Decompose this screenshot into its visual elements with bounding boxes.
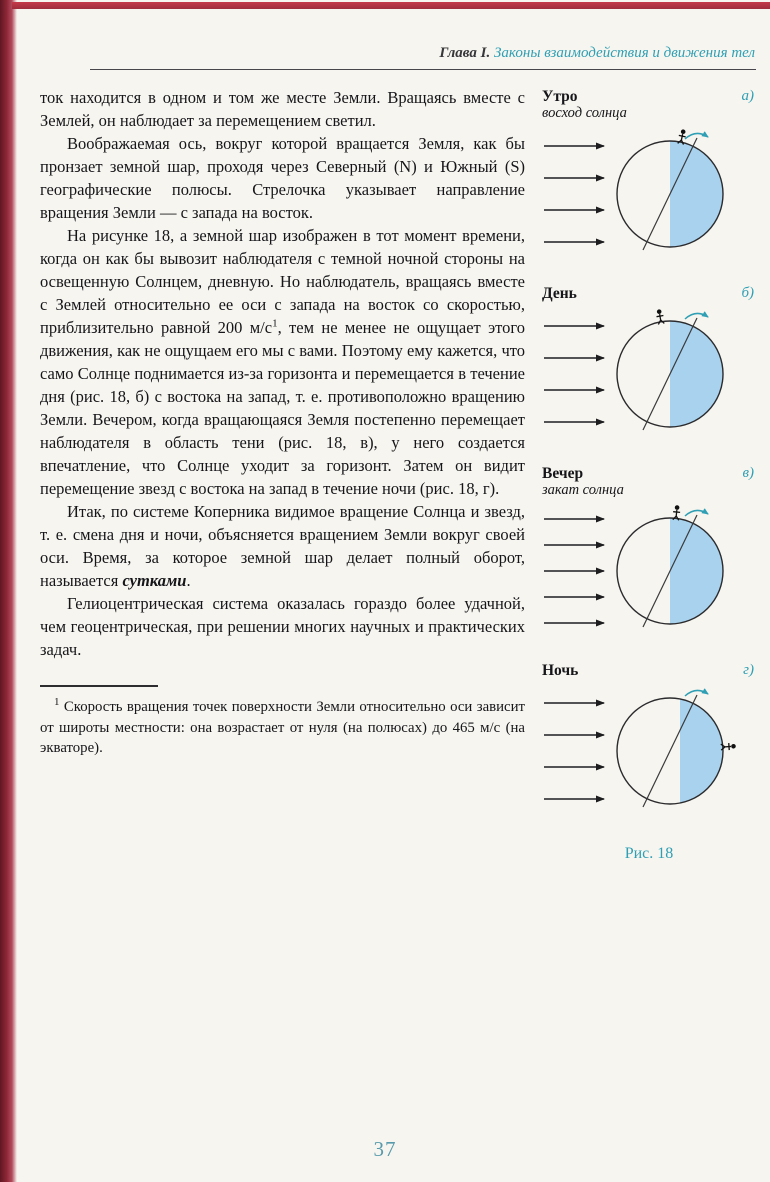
sun-ray-arrows bbox=[544, 326, 604, 422]
diagram-morning-title: Утро bbox=[542, 88, 578, 105]
chapter-label: Глава I. bbox=[439, 45, 491, 61]
diagram-evening-letter: в) bbox=[742, 465, 754, 481]
header-rule bbox=[90, 69, 756, 70]
figure-18-column bbox=[542, 88, 756, 865]
paragraph-4-pre: Итак, по системе Коперника видимое вращение Солнца и звезд, т. е. смена дня и ночи, объясняется вращением Земли вокруг своей оси. Время, за которое земной шар делает полный оборот, называется bbox=[40, 502, 525, 590]
diagram-night bbox=[542, 662, 756, 819]
earth-night-half bbox=[670, 141, 723, 247]
diagram-evening bbox=[542, 465, 756, 639]
main-content bbox=[40, 86, 756, 871]
diagram-morning-head bbox=[542, 88, 756, 122]
footnote-text: Скорость вращения точек поверхности Земли относительно оси зависит от широты местности: она возрастает от нуля (на полюсах) до 465 м/с (на экваторе). bbox=[40, 699, 525, 756]
figure-caption: Рис. 18 bbox=[624, 845, 674, 862]
footnote-rule bbox=[40, 685, 158, 687]
footnote-reference: 1 bbox=[272, 317, 278, 330]
diagram-morning bbox=[542, 88, 756, 262]
diagram-day-head bbox=[542, 285, 756, 302]
paragraph-1-text: ток находится в одном и том же месте Земли. Вращаясь вместе с Землей, он наблюдает за перемещением светил. bbox=[40, 88, 525, 130]
diagram-morning-letter: а) bbox=[741, 88, 754, 104]
earth-night-half bbox=[670, 321, 723, 427]
book-binding-edge bbox=[0, 0, 17, 1182]
diagram-day-letter: б) bbox=[741, 285, 754, 301]
sun-ray-arrows bbox=[544, 519, 604, 623]
earth-diagram-night bbox=[542, 681, 756, 819]
earth-night-half bbox=[680, 699, 723, 803]
paragraph-5-text: Гелиоцентрическая система оказалась гораздо более удачной, чем геоцентрическая, при решении многих научных и практических задач. bbox=[40, 594, 525, 659]
term-sutki: сутками bbox=[122, 571, 187, 590]
diagram-morning-subtitle: восход солнца bbox=[542, 105, 627, 121]
running-head bbox=[95, 44, 755, 62]
paragraph-2-text: Воображаемая ось, вокруг которой вращается Земля, как бы пронзает земной шар, проходя через Северный (N) и Южный (S) географические полюсы. Стрелочка указывает направление вращения Земли — с запада на восток. bbox=[40, 134, 525, 222]
diagram-evening-subtitle: закат солнца bbox=[542, 482, 624, 498]
sun-ray-arrows bbox=[544, 146, 604, 242]
page-top-edge bbox=[12, 2, 770, 9]
page-number: 37 bbox=[373, 1137, 397, 1161]
diagram-night-letter: г) bbox=[743, 662, 754, 678]
chapter-title: Законы взаимодействия и движения тел bbox=[494, 45, 755, 61]
earth-diagram-day bbox=[542, 304, 756, 442]
observer-figure bbox=[677, 129, 687, 145]
diagram-evening-head bbox=[542, 465, 756, 499]
diagram-night-title: Ночь bbox=[542, 662, 579, 679]
paragraph-4-post: . bbox=[186, 571, 191, 590]
diagram-evening-title: Вечер bbox=[542, 465, 584, 482]
paragraph-3-post: , тем не менее не ощущает этого движения, как не ощущаем его мы с вами. Поэтому ему кажется, что само Солнце поднимается из-за горизонта и перемещается в течение дня (рис. 18, б) с востока на запад, т. е. противоположно вращению Земли. Вечером, когда вращающаяся Земля постепенно перемещает наблюдателя в область тени (рис. 18, в), у него создается впечатление, что Солнце уходит за горизонт. Затем он видит перемещение звезд с востока на запад в течение ночи (рис. 18, г). bbox=[40, 318, 525, 498]
earth-diagram-evening bbox=[542, 501, 756, 639]
sun-ray-arrows bbox=[544, 703, 604, 799]
earth-night-half bbox=[670, 518, 723, 624]
earth-diagram-morning bbox=[542, 124, 756, 262]
diagram-night-head bbox=[542, 662, 756, 679]
diagram-day-title: День bbox=[542, 285, 577, 302]
diagram-day bbox=[542, 285, 756, 442]
paragraph-3-pre: На рисунке 18, а земной шар изображен в тот момент времени, когда он как бы вывозит наблюдателя с темной ночной стороны на освещенную Солнцем, дневную. Но наблюдатель, вращаясь вместе с Землей относительно ее оси с запада на восток со скоростью, приблизительно равной 200 м/с bbox=[40, 226, 525, 337]
footnote-marker: 1 bbox=[54, 696, 60, 709]
